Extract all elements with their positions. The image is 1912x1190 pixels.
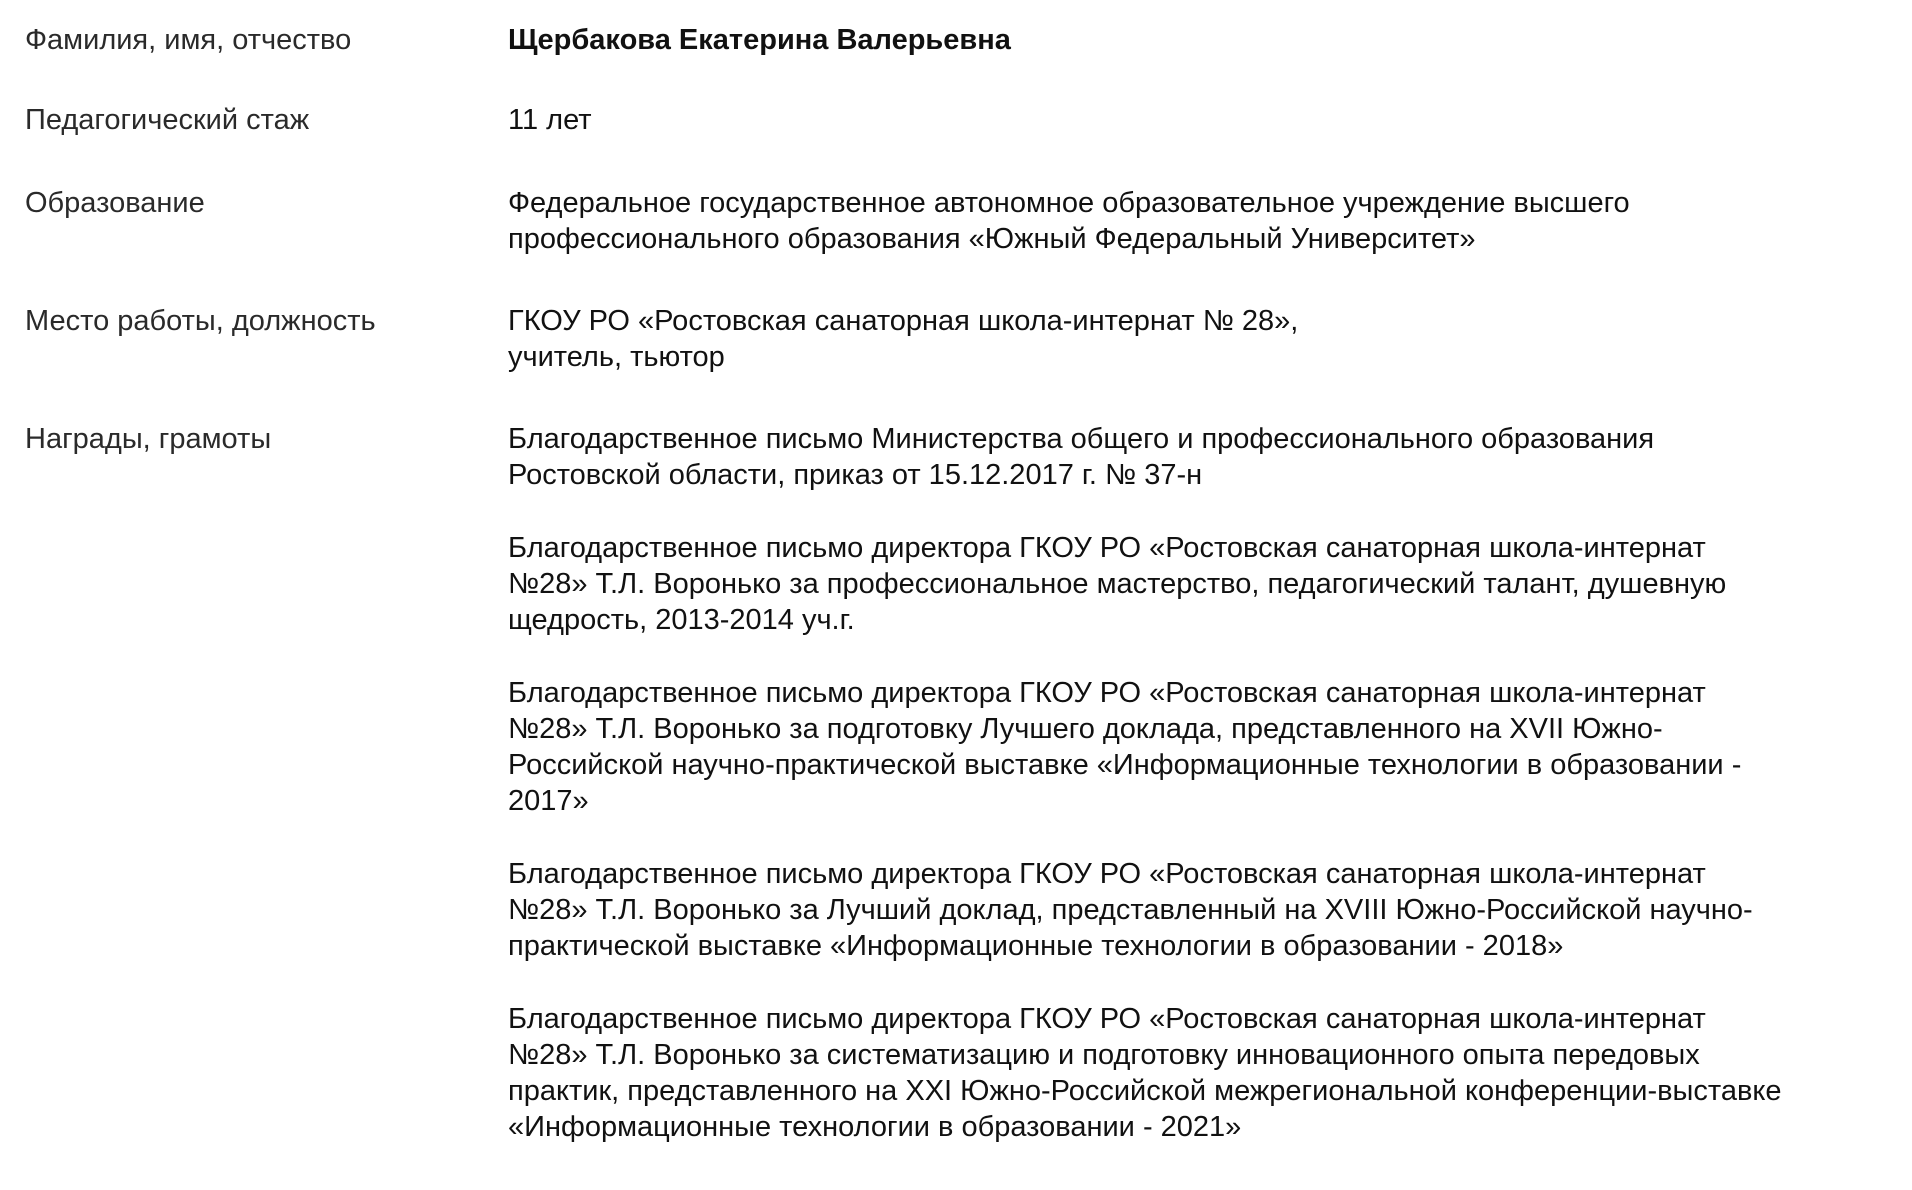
education-line: профессионального образования «Южный Федеральный Университет» xyxy=(508,223,1476,255)
award-line: 2017» xyxy=(508,785,589,817)
awards-label: Награды, грамоты xyxy=(25,423,272,455)
row-experience xyxy=(25,102,1895,185)
education-line: Федеральное государственное автономное образовательное учреждение высшего xyxy=(508,187,1630,219)
award-line: Российской научно-практической выставке «Информационные технологии в образовании - xyxy=(508,749,1742,781)
award-item xyxy=(508,530,1895,638)
full-name-value: Щербакова Екатерина Валерьевна xyxy=(508,24,1011,56)
award-line: практической выставке «Информационные технологии в образовании - 2018» xyxy=(508,930,1564,962)
award-line: Благодарственное письмо директора ГКОУ РО «Ростовская санаторная школа-интернат xyxy=(508,1003,1706,1035)
award-line: Благодарственное письмо директора ГКОУ РО «Ростовская санаторная школа-интернат xyxy=(508,532,1706,564)
row-education xyxy=(25,185,1895,303)
workplace-line: учитель, тьютор xyxy=(508,341,725,373)
profile-table xyxy=(25,22,1895,1190)
row-full-name xyxy=(25,22,1895,102)
experience-label: Педагогический стаж xyxy=(25,104,310,136)
award-item xyxy=(508,421,1895,493)
award-line: практик, представленного на XXI Южно-Российской межрегиональной конференции-выставке xyxy=(508,1075,1782,1107)
award-line: №28» Т.Л. Воронько за систематизацию и подготовку инновационного опыта передовых xyxy=(508,1039,1700,1071)
experience-value: 11 лет xyxy=(508,104,592,136)
award-item xyxy=(508,675,1895,819)
education-value xyxy=(508,185,1895,303)
award-line: №28» Т.Л. Воронько за Лучший доклад, представленный на XVIII Южно-Российской научно- xyxy=(508,894,1753,926)
awards-list xyxy=(508,421,1895,1190)
workplace-label: Место работы, должность xyxy=(25,305,376,337)
full-name-label: Фамилия, имя, отчество xyxy=(25,24,352,56)
award-item xyxy=(508,1001,1895,1145)
award-item xyxy=(508,856,1895,964)
row-workplace xyxy=(25,303,1895,421)
award-line: №28» Т.Л. Воронько за профессиональное мастерство, педагогический талант, душевную xyxy=(508,568,1727,600)
workplace-value xyxy=(508,303,1895,421)
workplace-line: ГКОУ РО «Ростовская санаторная школа-интернат № 28», xyxy=(508,305,1299,337)
award-line: Благодарственное письмо директора ГКОУ РО «Ростовская санаторная школа-интернат xyxy=(508,858,1706,890)
education-label: Образование xyxy=(25,187,205,219)
award-line: щедрость, 2013-2014 уч.г. xyxy=(508,604,855,636)
award-line: Благодарственное письмо директора ГКОУ РО «Ростовская санаторная школа-интернат xyxy=(508,677,1706,709)
award-line: Благодарственное письмо Министерства общего и профессионального образования xyxy=(508,423,1655,455)
award-line: Ростовской области, приказ от 15.12.2017 г. № 37-н xyxy=(508,459,1203,491)
award-line: №28» Т.Л. Воронько за подготовку Лучшего доклада, представленного на XVII Южно- xyxy=(508,713,1663,745)
award-line: «Информационные технологии в образовании - 2021» xyxy=(508,1111,1242,1143)
row-awards xyxy=(25,421,1895,1190)
